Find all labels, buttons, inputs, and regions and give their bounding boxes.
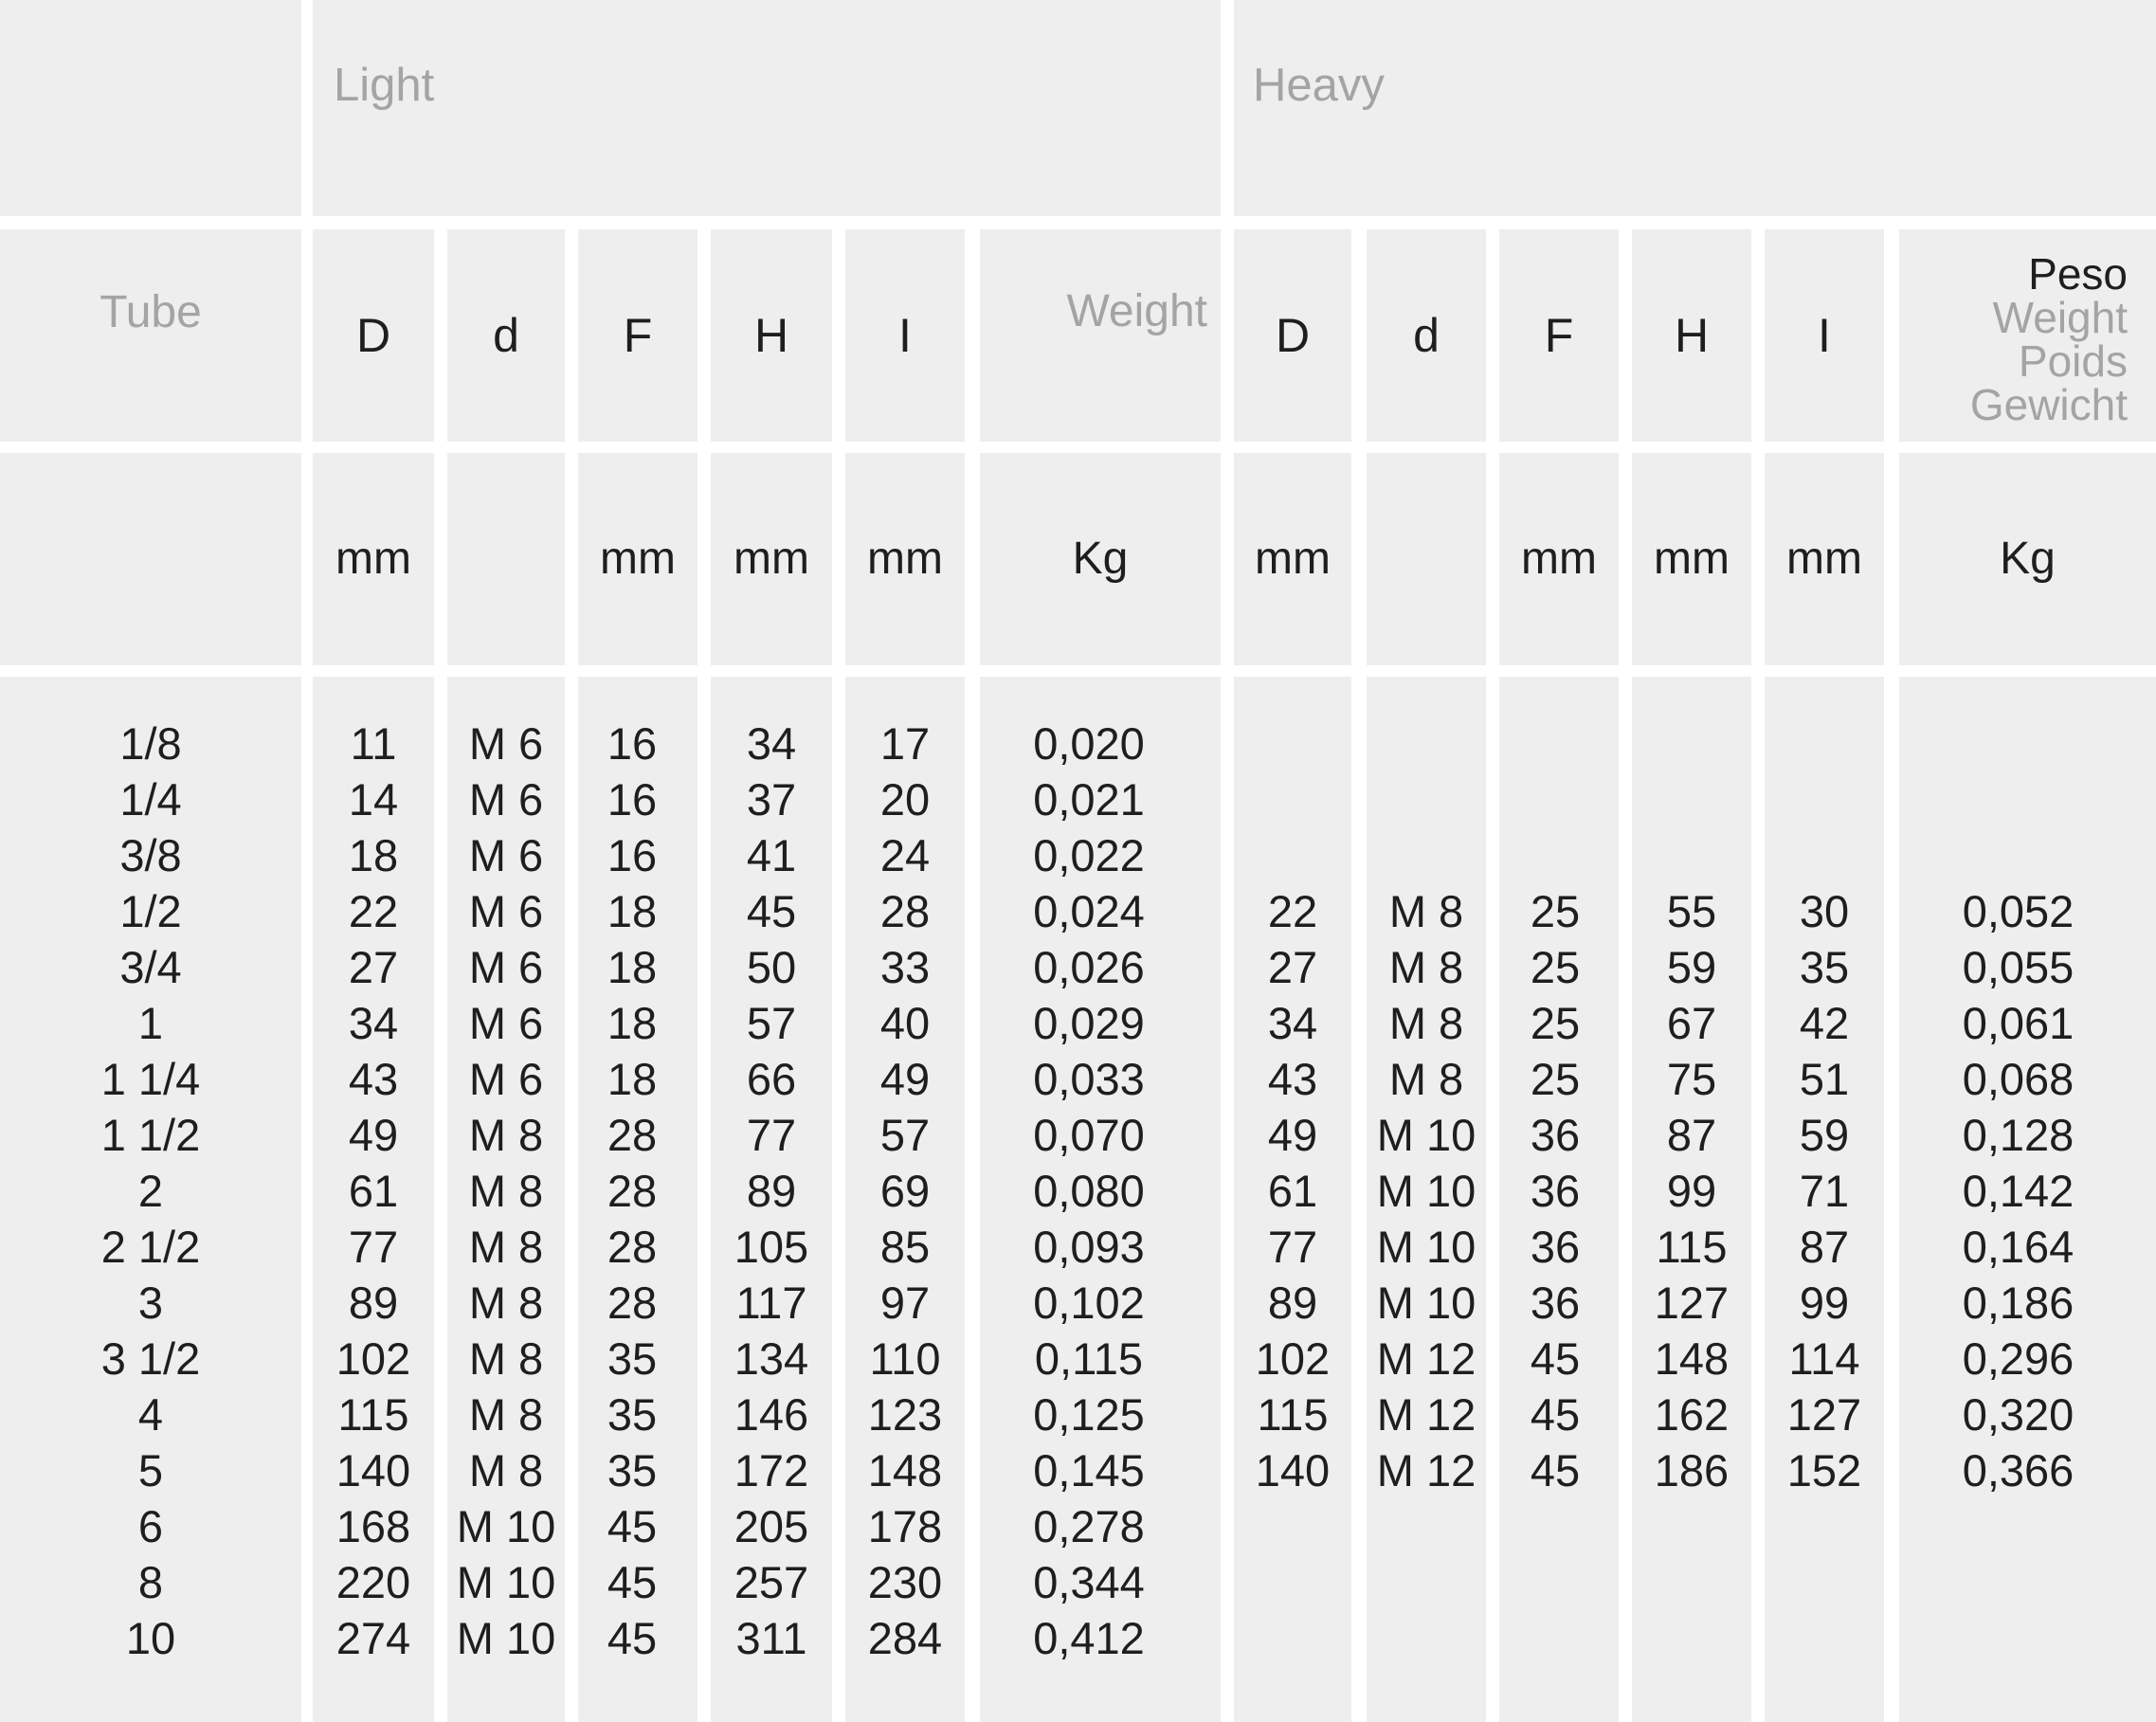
weight-label-poids: Poids <box>2018 336 2128 386</box>
light-F-value: 28 <box>607 1222 658 1272</box>
heavy-H-value: 75 <box>1666 1054 1717 1104</box>
tube-size-value: 8 <box>137 1557 164 1607</box>
light-weight-value: 0,080 <box>1033 1166 1145 1216</box>
tube-header: Tube <box>100 287 202 337</box>
light-d-value: M 6 <box>468 830 544 880</box>
light-I-value: 49 <box>879 1054 931 1104</box>
light-F-value: 45 <box>607 1557 658 1607</box>
light-d-value: M 8 <box>468 1166 544 1216</box>
heavy-D-value: 43 <box>1267 1054 1318 1104</box>
tube-size-value: 2 <box>137 1166 164 1216</box>
heavy-I-unit-cell <box>1765 453 1884 665</box>
heavy-H-value: 148 <box>1654 1333 1730 1384</box>
heavy-H-header: H <box>1674 309 1710 362</box>
heavy-d-header-cell <box>1367 229 1486 442</box>
light-I-unit: mm <box>867 534 943 584</box>
heavy-weight-value: 0,128 <box>1962 1110 2074 1160</box>
light-H-value: 105 <box>734 1222 809 1272</box>
tube-header-cell <box>0 229 301 442</box>
light-D-value: 27 <box>348 942 399 992</box>
heavy-F-value: 25 <box>1530 998 1581 1048</box>
heavy-weight-value: 0,061 <box>1962 998 2074 1048</box>
heavy-H-value: 127 <box>1654 1278 1730 1328</box>
light-F-value: 18 <box>607 886 658 936</box>
light-weight-unit-cell <box>980 453 1221 665</box>
light-group-title: Light <box>334 60 435 111</box>
light-D-value: 14 <box>348 774 399 825</box>
light-weight-value: 0,026 <box>1033 942 1145 992</box>
light-weight-value: 0,344 <box>1033 1557 1145 1607</box>
heavy-D-value: 89 <box>1267 1278 1318 1328</box>
heavy-d-value: M 10 <box>1376 1222 1477 1272</box>
light-H-value: 205 <box>734 1501 809 1551</box>
tube-size-value: 1/2 <box>119 886 182 936</box>
light-I-value: 40 <box>879 998 931 1048</box>
light-F-value: 18 <box>607 998 658 1048</box>
heavy-F-value: 36 <box>1530 1110 1581 1160</box>
light-I-value: 284 <box>867 1613 943 1663</box>
light-d-value: M 6 <box>468 718 544 769</box>
heavy-H-value: 87 <box>1666 1110 1717 1160</box>
light-I-value: 17 <box>879 718 931 769</box>
tube-unit-cell <box>0 453 301 665</box>
light-H-header-cell <box>711 229 832 442</box>
tube-size-value: 1 <box>137 998 164 1048</box>
light-D-value: 77 <box>348 1222 399 1272</box>
light-H-unit-cell <box>711 453 832 665</box>
light-I-value: 24 <box>879 830 931 880</box>
heavy-H-value: 186 <box>1654 1445 1730 1495</box>
heavy-weight-value: 0,366 <box>1962 1445 2074 1495</box>
light-d-value: M 6 <box>468 774 544 825</box>
heavy-group-title: Heavy <box>1253 60 1385 111</box>
heavy-d-header: d <box>1413 309 1440 362</box>
light-D-value: 115 <box>337 1389 409 1440</box>
heavy-I-value: 59 <box>1799 1110 1850 1160</box>
light-I-value: 85 <box>879 1222 931 1272</box>
heavy-D-value: 77 <box>1267 1222 1318 1272</box>
light-d-value: M 8 <box>468 1110 544 1160</box>
light-weight-value: 0,024 <box>1033 886 1145 936</box>
heavy-D-value: 61 <box>1267 1166 1318 1216</box>
light-d-unit-cell <box>447 453 565 665</box>
tube-size-value: 6 <box>137 1501 164 1551</box>
heavy-F-header: F <box>1544 309 1574 362</box>
light-H-value: 77 <box>746 1110 797 1160</box>
heavy-d-value: M 10 <box>1376 1110 1477 1160</box>
light-weight-value: 0,145 <box>1033 1445 1145 1495</box>
light-D-value: 61 <box>348 1166 399 1216</box>
light-D-value: 43 <box>348 1054 399 1104</box>
light-H-header: H <box>753 309 789 362</box>
heavy-weight-value: 0,186 <box>1962 1278 2074 1328</box>
light-F-value: 35 <box>607 1333 658 1384</box>
heavy-I-value: 114 <box>1788 1333 1860 1384</box>
light-F-value: 16 <box>607 718 658 769</box>
heavy-D-value: 140 <box>1255 1445 1331 1495</box>
light-D-value: 140 <box>335 1445 411 1495</box>
weight-label-peso: Peso <box>2028 249 2128 299</box>
heavy-d-value: M 10 <box>1376 1278 1477 1328</box>
heavy-F-value: 25 <box>1530 886 1581 936</box>
heavy-weight-value: 0,055 <box>1962 942 2074 992</box>
heavy-D-header: D <box>1275 309 1311 362</box>
heavy-I-value: 99 <box>1799 1278 1850 1328</box>
heavy-H-value: 59 <box>1666 942 1717 992</box>
light-F-value: 35 <box>607 1445 658 1495</box>
tube-size-value: 10 <box>125 1613 176 1663</box>
tube-size-value: 5 <box>137 1445 164 1495</box>
light-weight-value: 0,070 <box>1033 1110 1145 1160</box>
heavy-I-value: 51 <box>1799 1054 1850 1104</box>
tube-size-value: 1/8 <box>119 718 182 769</box>
heavy-d-value: M 12 <box>1376 1445 1477 1495</box>
light-D-value: 102 <box>335 1333 411 1384</box>
light-weight-value: 0,020 <box>1033 718 1145 769</box>
light-d-value: M 6 <box>468 1054 544 1104</box>
light-I-header-cell <box>845 229 965 442</box>
heavy-F-value: 36 <box>1530 1278 1581 1328</box>
heavy-I-value: 42 <box>1799 998 1850 1048</box>
light-F-value: 28 <box>607 1166 658 1216</box>
light-d-value: M 6 <box>468 886 544 936</box>
tube-size-value: 1/4 <box>119 774 182 825</box>
light-F-value: 28 <box>607 1278 658 1328</box>
heavy-D-header-cell <box>1234 229 1351 442</box>
light-H-value: 50 <box>746 942 797 992</box>
light-D-header-cell <box>313 229 434 442</box>
light-H-value: 37 <box>746 774 797 825</box>
light-I-value: 123 <box>867 1389 943 1440</box>
light-d-value: M 8 <box>468 1333 544 1384</box>
light-weight-value: 0,115 <box>1034 1333 1144 1384</box>
light-group-header <box>313 0 1221 216</box>
light-D-value: 49 <box>348 1110 399 1160</box>
light-F-value: 45 <box>607 1613 658 1663</box>
light-H-value: 146 <box>734 1389 809 1440</box>
light-d-value: M 10 <box>456 1501 556 1551</box>
light-I-value: 33 <box>879 942 931 992</box>
heavy-F-value: 45 <box>1530 1333 1581 1384</box>
heavy-D-value: 49 <box>1267 1110 1318 1160</box>
corner-cell <box>0 0 301 216</box>
heavy-I-value: 127 <box>1786 1389 1862 1440</box>
tube-size-value: 3 <box>137 1278 164 1328</box>
light-H-value: 134 <box>734 1333 809 1384</box>
light-weight-value: 0,278 <box>1033 1501 1145 1551</box>
light-d-header: d <box>493 309 519 362</box>
light-d-value: M 10 <box>456 1613 556 1663</box>
light-weight-header: Weight <box>1066 286 1207 336</box>
heavy-d-value: M 10 <box>1376 1166 1477 1216</box>
heavy-H-value: 55 <box>1666 886 1717 936</box>
light-I-value: 28 <box>879 886 931 936</box>
light-F-unit-cell <box>578 453 698 665</box>
light-d-value: M 6 <box>468 942 544 992</box>
weight-label-gewicht: Gewicht <box>1969 380 2128 429</box>
heavy-weight-value: 0,320 <box>1962 1389 2074 1440</box>
light-weight-value: 0,125 <box>1033 1389 1145 1440</box>
heavy-weight-value: 0,142 <box>1962 1166 2074 1216</box>
heavy-F-value: 45 <box>1530 1389 1581 1440</box>
light-H-value: 41 <box>746 830 797 880</box>
heavy-d-value: M 8 <box>1388 886 1464 936</box>
weight-label-weight: Weight <box>1992 293 2128 342</box>
light-F-header-cell <box>578 229 698 442</box>
tube-size-value: 4 <box>137 1389 164 1440</box>
heavy-F-value: 25 <box>1530 942 1581 992</box>
light-d-value: M 8 <box>468 1445 544 1495</box>
heavy-H-unit: mm <box>1654 534 1730 584</box>
light-weight-value: 0,029 <box>1033 998 1145 1048</box>
heavy-F-value: 36 <box>1530 1222 1581 1272</box>
light-I-value: 97 <box>879 1278 931 1328</box>
heavy-H-value: 99 <box>1666 1166 1717 1216</box>
light-F-header: F <box>623 309 653 362</box>
light-D-unit-cell <box>313 453 434 665</box>
heavy-F-header-cell <box>1499 229 1619 442</box>
heavy-weight-header-cell <box>1899 229 2156 442</box>
heavy-d-value: M 8 <box>1388 1054 1464 1104</box>
light-H-value: 117 <box>735 1278 807 1328</box>
light-D-value: 220 <box>335 1557 411 1607</box>
light-D-value: 168 <box>335 1501 411 1551</box>
light-H-value: 311 <box>735 1613 807 1663</box>
light-I-unit-cell <box>845 453 965 665</box>
heavy-d-unit-cell <box>1367 453 1486 665</box>
heavy-F-unit-cell <box>1499 453 1619 665</box>
light-d-value: M 8 <box>468 1389 544 1440</box>
tube-size-value: 3/4 <box>119 942 182 992</box>
light-d-value: M 6 <box>468 998 544 1048</box>
light-H-value: 45 <box>746 886 797 936</box>
light-weight-value: 0,033 <box>1033 1054 1145 1104</box>
light-D-unit: mm <box>335 534 411 584</box>
light-weight-value: 0,412 <box>1033 1613 1145 1663</box>
heavy-F-value: 36 <box>1530 1166 1581 1216</box>
light-I-value: 110 <box>869 1333 941 1384</box>
light-F-value: 18 <box>607 1054 658 1104</box>
light-d-header-cell <box>447 229 565 442</box>
tube-size-value: 3 1/2 <box>100 1333 201 1384</box>
heavy-I-value: 30 <box>1799 886 1850 936</box>
light-H-value: 66 <box>746 1054 797 1104</box>
heavy-weight-unit: Kg <box>2000 534 2056 584</box>
heavy-D-value: 22 <box>1267 886 1318 936</box>
light-D-value: 22 <box>348 886 399 936</box>
light-d-value: M 8 <box>468 1222 544 1272</box>
light-F-value: 16 <box>607 774 658 825</box>
light-D-value: 34 <box>348 998 399 1048</box>
light-I-value: 57 <box>879 1110 931 1160</box>
heavy-F-value: 45 <box>1530 1445 1581 1495</box>
light-d-value: M 10 <box>456 1557 556 1607</box>
heavy-weight-value: 0,068 <box>1962 1054 2074 1104</box>
heavy-I-value: 71 <box>1799 1166 1850 1216</box>
heavy-H-value: 67 <box>1666 998 1717 1048</box>
light-F-value: 18 <box>607 942 658 992</box>
heavy-I-value: 152 <box>1786 1445 1862 1495</box>
light-D-header: D <box>355 309 391 362</box>
heavy-F-unit: mm <box>1521 534 1597 584</box>
tube-size-value: 1 1/2 <box>100 1110 201 1160</box>
heavy-weight-value: 0,296 <box>1962 1333 2074 1384</box>
light-d-value: M 8 <box>468 1278 544 1328</box>
light-H-unit: mm <box>734 534 809 584</box>
heavy-I-value: 35 <box>1799 942 1850 992</box>
tube-size-value: 2 1/2 <box>100 1222 201 1272</box>
light-H-value: 57 <box>746 998 797 1048</box>
light-I-value: 20 <box>879 774 931 825</box>
light-H-value: 172 <box>734 1445 809 1495</box>
heavy-H-unit-cell <box>1632 453 1751 665</box>
light-weight-unit: Kg <box>1072 534 1129 584</box>
heavy-weight-header <box>1969 249 2128 429</box>
heavy-H-value: 162 <box>1654 1389 1730 1440</box>
heavy-I-unit: mm <box>1786 534 1862 584</box>
heavy-I-value: 87 <box>1799 1222 1850 1272</box>
light-F-value: 45 <box>607 1501 658 1551</box>
heavy-I-header: I <box>1818 309 1831 362</box>
light-I-value: 148 <box>867 1445 943 1495</box>
heavy-H-header-cell <box>1632 229 1751 442</box>
heavy-I-header-cell <box>1765 229 1884 442</box>
heavy-H-value: 115 <box>1656 1222 1728 1272</box>
heavy-D-value: 115 <box>1257 1389 1329 1440</box>
heavy-weight-unit-cell <box>1899 453 2156 665</box>
light-F-value: 35 <box>607 1389 658 1440</box>
light-D-value: 274 <box>335 1613 411 1663</box>
heavy-D-value: 27 <box>1267 942 1318 992</box>
light-weight-value: 0,102 <box>1033 1278 1145 1328</box>
tube-size-value: 1 1/4 <box>100 1054 201 1104</box>
light-F-value: 28 <box>607 1110 658 1160</box>
light-I-value: 230 <box>867 1557 943 1607</box>
heavy-D-value: 102 <box>1255 1333 1331 1384</box>
heavy-D-value: 34 <box>1267 998 1318 1048</box>
light-I-header: I <box>898 309 912 362</box>
light-I-value: 69 <box>879 1166 931 1216</box>
light-H-value: 89 <box>746 1166 797 1216</box>
light-F-value: 16 <box>607 830 658 880</box>
light-weight-value: 0,022 <box>1033 830 1145 880</box>
heavy-group-header <box>1234 0 2156 216</box>
heavy-d-value: M 12 <box>1376 1333 1477 1384</box>
heavy-F-value: 25 <box>1530 1054 1581 1104</box>
light-H-value: 257 <box>734 1557 809 1607</box>
heavy-D-unit-cell <box>1234 453 1351 665</box>
light-weight-header-cell <box>980 229 1221 442</box>
heavy-d-value: M 8 <box>1388 942 1464 992</box>
heavy-weight-value: 0,164 <box>1962 1222 2074 1272</box>
light-I-value: 178 <box>867 1501 943 1551</box>
heavy-d-value: M 8 <box>1388 998 1464 1048</box>
heavy-D-unit: mm <box>1255 534 1331 584</box>
light-D-value: 18 <box>348 830 399 880</box>
light-weight-value: 0,021 <box>1033 774 1145 825</box>
light-H-value: 34 <box>746 718 797 769</box>
light-D-value: 89 <box>348 1278 399 1328</box>
light-F-unit: mm <box>600 534 676 584</box>
light-D-value: 11 <box>350 718 397 769</box>
tube-size-value: 3/8 <box>119 830 182 880</box>
light-weight-value: 0,093 <box>1033 1222 1145 1272</box>
heavy-weight-value: 0,052 <box>1962 886 2074 936</box>
heavy-d-value: M 12 <box>1376 1389 1477 1440</box>
